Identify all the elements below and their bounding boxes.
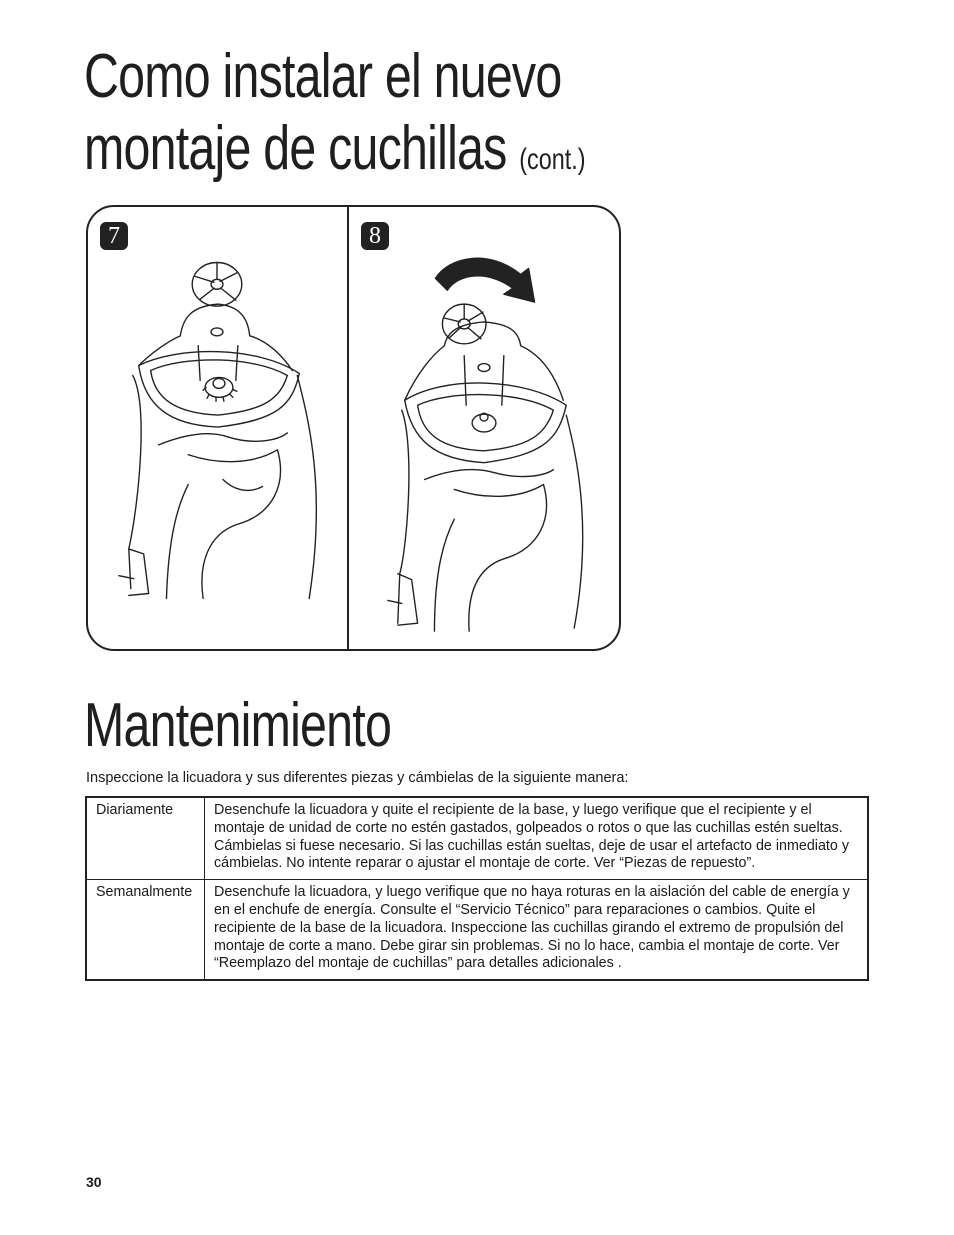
step-7-illustration <box>88 207 347 649</box>
maintenance-intro: Inspeccione la licuadora y sus diferentes piezas y cámbielas de la siguiente manera: <box>86 770 629 786</box>
table-row <box>86 797 868 880</box>
table-row <box>86 880 868 980</box>
step-8-illustration <box>349 207 621 649</box>
rotate-arrow-icon <box>435 258 534 302</box>
frequency-cell: Semanalmente <box>86 880 205 980</box>
page-title <box>84 42 586 190</box>
step-8-badge: 8 <box>361 222 389 250</box>
title-line-2-text: montaje de cuchillas <box>84 114 507 183</box>
maintenance-table <box>85 796 869 981</box>
step-7-badge: 7 <box>100 222 128 250</box>
instruction-illustration-panel <box>86 205 621 651</box>
title-line-1: Como instalar el nuevo <box>84 42 562 111</box>
title-line-2 <box>84 114 586 190</box>
frequency-cell: Diariamente <box>86 797 205 880</box>
instruction-cell: Desenchufe la licuadora, y luego verifique que no haya roturas en la aislación del cable de energía y en el enchufe de energía. Consulte el “Servicio Técnico” para reparaciones o cambios. Quite el recipiente de la base de la licuadora. Inspeccione las cuchillas girando el extremo de propulsión del montaje de corte a mano. Debe girar sin problemas. Si no lo hace, cambia el montaje de corte. Ver “Reemplazo del montaje de cuchillas” para detalles adicionales . <box>205 880 869 980</box>
page-number: 30 <box>86 1174 102 1190</box>
section-heading-maintenance: Mantenimiento <box>84 691 392 760</box>
instruction-cell: Desenchufe la licuadora y quite el recipiente de la base, y luego verifique que el recipiente y el montaje de unidad de corte no estén gastados, golpeados o rotos o que las cuchillas estén sueltas. Cámbielas si fuese necesario. Si las cuchillas están sueltas, deje de usar el artefacto de inmediato y cámbielas. No intente reparar o ajustar el montaje de corte. Ver “Piezas de repuesto”. <box>205 797 869 880</box>
title-cont: (cont.) <box>519 143 586 176</box>
